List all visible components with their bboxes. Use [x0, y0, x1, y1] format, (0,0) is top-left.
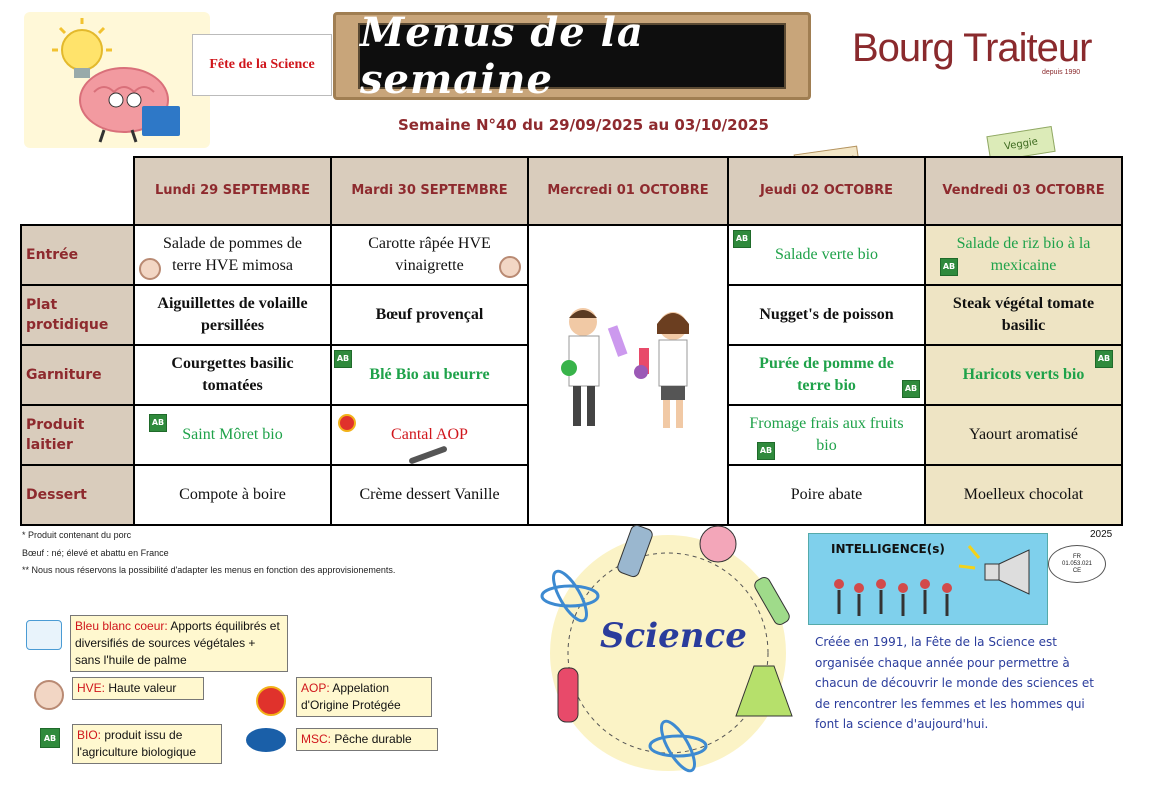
menu-cell — [331, 225, 528, 285]
legend-hve — [72, 677, 204, 700]
menu-item: Purée de pomme de terre bio — [759, 355, 894, 394]
menu-cell — [331, 345, 528, 405]
menu-item: Fromage frais aux fruits bio — [749, 415, 904, 454]
menu-cell — [925, 345, 1122, 405]
week-range: Semaine N°40 du 29/09/2025 au 03/10/2025 — [398, 116, 769, 134]
bio-icon: AB — [1095, 350, 1113, 368]
menu-cell: Courgettes basilic tomatées — [134, 345, 331, 405]
legend-text: Appelation d'Origine Protégée — [301, 681, 401, 712]
legend-text: Haute valeur — [105, 681, 177, 695]
aop-icon — [256, 686, 286, 716]
brand-logo: Bourg Traiteur — [852, 26, 1092, 70]
row-label: Dessert — [21, 465, 134, 525]
menu-cell: Moelleux chocolat — [925, 465, 1122, 525]
menu-item: Blé Bio au beurre — [369, 366, 490, 383]
menu-cell: Steak végétal tomate basilic — [925, 285, 1122, 345]
menu-item: Carotte râpée HVE vinaigrette — [368, 235, 491, 274]
bio-icon: AB — [940, 258, 958, 276]
knife-icon — [408, 445, 448, 464]
menu-item: Saint Môret bio — [182, 426, 283, 443]
table-row — [21, 225, 1122, 285]
chalkboard — [358, 9, 786, 103]
row-label: Garniture — [21, 345, 134, 405]
day-header: Jeudi 02 OCTOBRE — [728, 157, 925, 225]
day-header: Lundi 29 SEPTEMBRE — [134, 157, 331, 225]
stamp-line: CE — [1072, 568, 1082, 574]
row-label: Plat protidique — [21, 285, 134, 345]
menu-cell — [134, 405, 331, 465]
bio-icon: AB — [902, 380, 920, 398]
menu-item: Salade verte bio — [774, 246, 879, 263]
bio-icon: AB — [334, 350, 352, 368]
menu-item: Salade de pommes de terre HVE mimosa — [162, 235, 303, 274]
legend-text: Apports équilibrés et diversifiés de sources végétales + sans l'huile de palme — [75, 619, 280, 667]
legend-aop — [296, 677, 432, 717]
stamp-line: 01.053.021 — [1061, 561, 1093, 567]
science-illustration — [528, 518, 810, 788]
note-reserve: ** Nous nous réservons la possibilité d'adapter les menus en fonction des approvisionements. — [22, 565, 396, 575]
menu-item: Cantal AOP — [391, 426, 468, 443]
menu-cell: Yaourt aromatisé — [925, 405, 1122, 465]
menu-cell: Aiguillettes de volaille persillées — [134, 285, 331, 345]
science-description: Créée en 1991, la Fête de la Science est organisée chaque année pour permettre à chacun de découvrir le monde des sciences et de rencontrer les femmes et les hommes qui font la science d'aujourd'hui. — [815, 635, 1095, 731]
hve-icon — [139, 258, 161, 280]
menu-cell — [728, 225, 925, 285]
brand-subtitle: depuis 1990 — [1042, 69, 1081, 76]
note-boeuf: Bœuf : né; élevé et abattu en France — [22, 548, 169, 558]
day-header: Mercredi 01 OCTOBRE — [528, 157, 728, 225]
hve-icon — [499, 256, 521, 278]
chalkboard-frame — [333, 9, 811, 103]
corner-cell — [21, 157, 134, 225]
menu-item: Haricots verts bio — [962, 366, 1085, 383]
event-label: Fête de la Science — [192, 34, 332, 96]
menu-cell — [925, 225, 1122, 285]
menu-cell: Bœuf provençal — [331, 285, 528, 345]
intelligences-illustration — [808, 533, 1048, 625]
row-label: Entrée — [21, 225, 134, 285]
intelligences-label: INTELLIGENCE(s) — [831, 542, 945, 556]
brain-icon — [24, 12, 210, 148]
hve-icon — [34, 680, 64, 710]
legend-msc — [296, 728, 438, 751]
legend-text: produit issu de l'agriculture biologique — [77, 728, 197, 759]
bio-icon: AB — [757, 442, 775, 460]
menu-cell: Compote à boire — [134, 465, 331, 525]
day-header: Mardi 30 SEPTEMBRE — [331, 157, 528, 225]
wednesday-illustration-cell — [528, 225, 728, 525]
science-label: Science — [600, 616, 747, 656]
menu-table — [20, 156, 1123, 526]
menu-cell — [331, 405, 528, 465]
legend-key: MSC: — [301, 732, 331, 746]
legend-bio — [72, 724, 222, 764]
page-title: Menus de la semaine — [360, 9, 644, 103]
bleu-blanc-coeur-icon — [26, 620, 62, 650]
msc-icon — [246, 728, 286, 752]
bio-icon: AB — [733, 230, 751, 248]
legend-key: Bleu blanc coeur: — [75, 619, 168, 633]
row-label: Produit laitier — [21, 405, 134, 465]
stamp-line: FR — [1073, 554, 1081, 560]
menu-cell — [134, 225, 331, 285]
legend-bleu-blanc-coeur — [70, 615, 288, 672]
legend-text: Pêche durable — [331, 732, 412, 746]
legend-key: AOP: — [301, 681, 330, 695]
brain-lightbulb-illustration — [24, 12, 210, 148]
scientists-illustration — [543, 302, 713, 442]
day-header: Vendredi 03 OCTOBRE — [925, 157, 1122, 225]
menu-cell: Nugget's de poisson — [728, 285, 925, 345]
note-porc: * Produit contenant du porc — [22, 530, 132, 540]
legend-key: BIO: — [77, 728, 102, 742]
menu-cell: Crème dessert Vanille — [331, 465, 528, 525]
bio-icon: AB — [149, 414, 167, 432]
year-label: 2025 — [1090, 529, 1113, 540]
bio-icon: AB — [40, 728, 60, 748]
aop-icon — [338, 414, 356, 432]
health-stamp — [1048, 545, 1106, 583]
menu-cell: Poire abate — [728, 465, 925, 525]
legend-key: HVE: — [77, 681, 106, 695]
veggie-badge: Veggie — [986, 126, 1055, 162]
table-header-row — [21, 157, 1122, 225]
menu-cell — [728, 345, 925, 405]
menu-cell — [728, 405, 925, 465]
menu-item: Salade de riz bio à la mexicaine — [956, 235, 1091, 274]
